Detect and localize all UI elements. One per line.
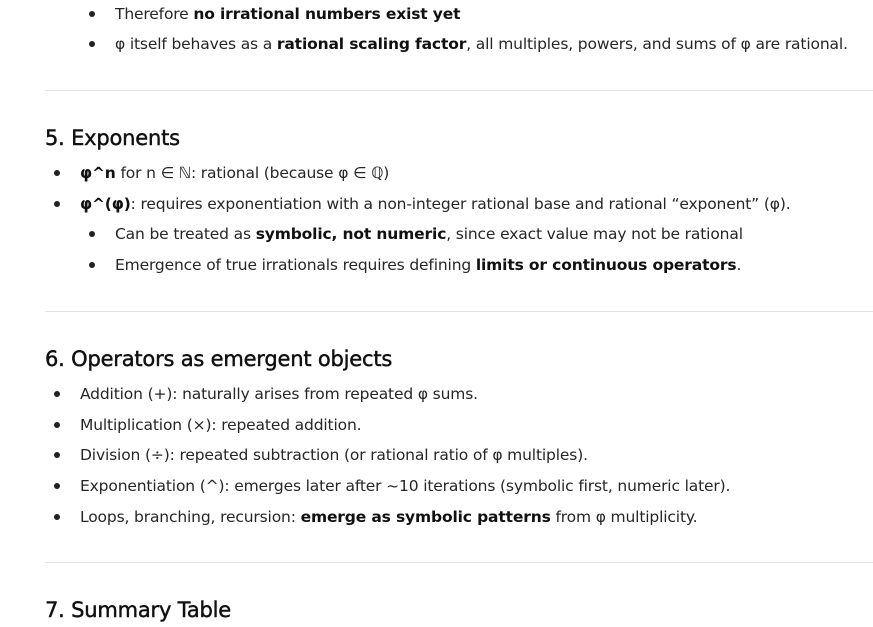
section-divider	[45, 311, 873, 312]
item-text: for n ∈ ℕ: rational (because φ ∈ ℚ)	[115, 164, 390, 182]
bullet-dot	[89, 231, 95, 237]
item-bold-text: rational scaling factor	[276, 35, 467, 53]
list-item	[115, 255, 741, 275]
list-item	[80, 445, 588, 465]
item-text: Therefore	[115, 5, 194, 23]
item-bold-text: emerge as symbolic patterns	[300, 508, 551, 526]
bullet-dot	[54, 201, 60, 207]
item-text: Multiplication (×): repeated addition.	[80, 416, 362, 434]
item-text: , all multiples, powers, and sums of φ are rational.	[466, 35, 848, 53]
section-heading: 6. Operators as emergent objects	[45, 347, 393, 371]
section-divider	[45, 562, 873, 563]
bullet-dot	[54, 483, 60, 489]
list-item	[115, 4, 460, 24]
item-text: .	[736, 256, 742, 274]
item-bold-text: φ^n	[80, 164, 116, 182]
section-heading: 7. Summary Table	[45, 598, 231, 622]
list-item	[80, 163, 389, 183]
section-heading: 5. Exponents	[45, 126, 180, 150]
item-text: Addition (+): naturally arises from repeated φ sums.	[80, 385, 478, 403]
item-text: Division (÷): repeated subtraction (or rational ratio of φ multiples).	[80, 446, 588, 464]
bullet-dot	[89, 262, 95, 268]
item-text: Exponentiation (^): emerges later after ~10 iterations (symbolic first, numeric later).	[80, 477, 731, 495]
item-text: Loops, branching, recursion:	[80, 508, 301, 526]
item-text: : requires exponentiation with a non-integer rational base and rational “exponent” (φ).	[130, 195, 791, 213]
section-divider	[45, 90, 873, 91]
list-item	[80, 384, 478, 404]
bullet-dot	[54, 391, 60, 397]
item-text: Can be treated as	[115, 225, 256, 243]
bullet-dot	[89, 11, 95, 17]
list-item	[80, 415, 361, 435]
item-bold-text: symbolic, not numeric	[255, 225, 447, 243]
list-item	[115, 34, 848, 54]
item-text: from φ multiplicity.	[550, 508, 698, 526]
bullet-dot	[89, 41, 95, 47]
bullet-dot	[54, 514, 60, 520]
item-bold-text: no irrational numbers exist yet	[193, 5, 461, 23]
item-bold-text: φ^(φ)	[80, 195, 131, 213]
item-bold-text: limits or continuous operators	[475, 256, 737, 274]
list-item	[115, 224, 743, 244]
item-text: φ itself behaves as a	[115, 35, 277, 53]
list-item	[80, 476, 730, 496]
bullet-dot	[54, 422, 60, 428]
bullet-dot	[54, 452, 60, 458]
list-item	[80, 507, 697, 527]
list-item	[80, 194, 791, 214]
item-text: Emergence of true irrationals requires defining	[115, 256, 476, 274]
bullet-dot	[54, 170, 60, 176]
item-text: , since exact value may not be rational	[446, 225, 743, 243]
